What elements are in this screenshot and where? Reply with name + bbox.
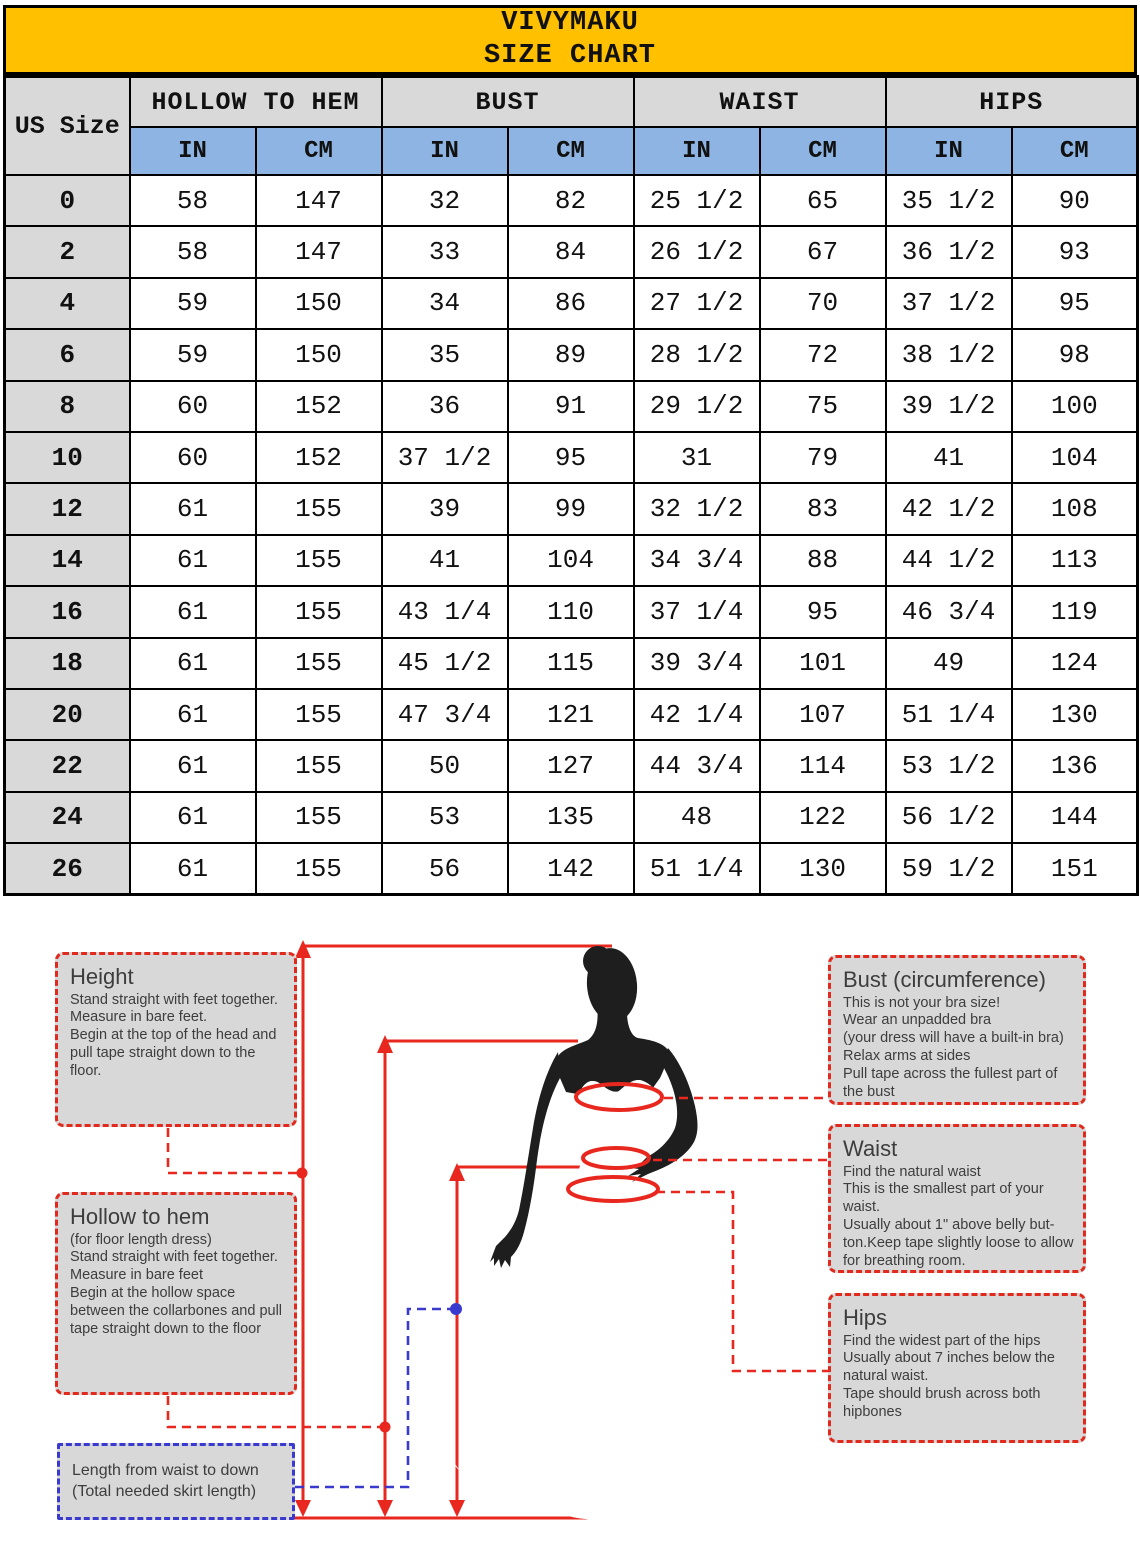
measurement-cell: 44 1/2 bbox=[886, 535, 1012, 586]
gown bbox=[436, 1080, 680, 1520]
guide-text-line: Usually about 1" above belly but-ton.Keep tape slightly loose to allow for breathing room. bbox=[843, 1217, 1074, 1270]
measurement-cell: 155 bbox=[256, 689, 382, 740]
measurement-cell: 89 bbox=[508, 329, 634, 380]
measurement-cell: 83 bbox=[760, 483, 886, 534]
table-row bbox=[5, 586, 1138, 637]
measurement-cell: 104 bbox=[508, 535, 634, 586]
measurement-cell: 152 bbox=[256, 381, 382, 432]
hips-box-title: Hips bbox=[843, 1305, 888, 1330]
measurement-cell: 67 bbox=[760, 226, 886, 277]
measurement-cell: 42 1/2 bbox=[886, 483, 1012, 534]
guide-text-line: Length from waist to down bbox=[72, 1461, 259, 1479]
measurement-cell: 147 bbox=[256, 175, 382, 226]
measurement-cell: 38 1/2 bbox=[886, 329, 1012, 380]
measurement-cell: 37 1/2 bbox=[382, 432, 508, 483]
measurement-cell: 26 1/2 bbox=[634, 226, 760, 277]
measurement-cell: 41 bbox=[886, 432, 1012, 483]
measurement-cell: 60 bbox=[130, 432, 256, 483]
measurement-cell: 31 bbox=[634, 432, 760, 483]
measurement-cell: 41 bbox=[382, 535, 508, 586]
guide-text-line: Tape should brush across both hipbones bbox=[843, 1386, 1041, 1421]
measurement-cell: 95 bbox=[1012, 278, 1138, 329]
brand-title: VIVYMAKU bbox=[501, 7, 639, 38]
measurement-cell: 108 bbox=[1012, 483, 1138, 534]
guide-text-line: Pull tape across the fullest part of the bust bbox=[843, 1066, 1058, 1101]
measurement-cell: 56 bbox=[382, 843, 508, 895]
measurement-cell: 93 bbox=[1012, 226, 1138, 277]
measurement-cell: 35 1/2 bbox=[886, 175, 1012, 226]
measurement-cell: 155 bbox=[256, 843, 382, 895]
table-row bbox=[5, 381, 1138, 432]
measurement-cell: 49 bbox=[886, 638, 1012, 689]
measurement-cell: 122 bbox=[760, 792, 886, 843]
size-label: 18 bbox=[5, 638, 130, 689]
group-header-row bbox=[5, 77, 1138, 128]
size-label: 22 bbox=[5, 740, 130, 791]
size-label: 20 bbox=[5, 689, 130, 740]
size-label: 0 bbox=[5, 175, 130, 226]
measurement-cell: 61 bbox=[130, 535, 256, 586]
guide-text-line: (Total needed skirt length) bbox=[72, 1482, 257, 1500]
measurement-cell: 151 bbox=[1012, 843, 1138, 895]
skirt-length-instruction-box bbox=[57, 1443, 295, 1520]
guide-text-line: Stand straight with feet together. bbox=[70, 991, 278, 1008]
size-label: 26 bbox=[5, 843, 130, 895]
measurement-cell: 104 bbox=[1012, 432, 1138, 483]
hollow-junction-dot bbox=[380, 1422, 391, 1433]
measurement-cell: 100 bbox=[1012, 381, 1138, 432]
measurement-cell: 48 bbox=[634, 792, 760, 843]
measurement-cell: 135 bbox=[508, 792, 634, 843]
measurement-cell: 37 1/4 bbox=[634, 586, 760, 637]
unit-header: CM bbox=[508, 127, 634, 175]
measurement-cell: 150 bbox=[256, 278, 382, 329]
guide-text-line: Measure in bare feet. bbox=[70, 1009, 208, 1026]
measurement-cell: 58 bbox=[130, 175, 256, 226]
measurement-cell: 121 bbox=[508, 689, 634, 740]
table-row bbox=[5, 329, 1138, 380]
measurement-cell: 98 bbox=[1012, 329, 1138, 380]
height-instruction-box bbox=[55, 952, 297, 1127]
size-label: 14 bbox=[5, 535, 130, 586]
measurement-cell: 50 bbox=[382, 740, 508, 791]
size-table-body bbox=[5, 175, 1138, 895]
guide-text-line: Wear an unpadded bra bbox=[843, 1012, 992, 1029]
measurement-cell: 61 bbox=[130, 792, 256, 843]
col-group-hips: HIPS bbox=[886, 77, 1138, 128]
size-label: 10 bbox=[5, 432, 130, 483]
measurement-cell: 61 bbox=[130, 740, 256, 791]
table-row bbox=[5, 226, 1138, 277]
measurement-cell: 51 1/4 bbox=[634, 843, 760, 895]
figure-silhouette bbox=[557, 946, 668, 1097]
measurement-cell: 155 bbox=[256, 740, 382, 791]
measurement-cell: 61 bbox=[130, 843, 256, 895]
measurement-cell: 25 1/2 bbox=[634, 175, 760, 226]
guide-text-line: Relax arms at sides bbox=[843, 1048, 971, 1065]
measurement-cell: 91 bbox=[508, 381, 634, 432]
measurement-cell: 136 bbox=[1012, 740, 1138, 791]
table-row bbox=[5, 638, 1138, 689]
size-label: 12 bbox=[5, 483, 130, 534]
table-row bbox=[5, 432, 1138, 483]
guide-text-line: This is not your bra size! bbox=[843, 994, 1001, 1011]
measurement-cell: 53 bbox=[382, 792, 508, 843]
measurement-cell: 90 bbox=[1012, 175, 1138, 226]
table-row bbox=[5, 843, 1138, 895]
col-group-hollow-to-hem: HOLLOW TO HEM bbox=[130, 77, 382, 128]
measurement-cell: 155 bbox=[256, 535, 382, 586]
measurement-cell: 84 bbox=[508, 226, 634, 277]
table-row bbox=[5, 483, 1138, 534]
measurement-cell: 39 1/2 bbox=[886, 381, 1012, 432]
size-label: 4 bbox=[5, 278, 130, 329]
measurement-cell: 147 bbox=[256, 226, 382, 277]
measurement-cell: 34 bbox=[382, 278, 508, 329]
size-label: 6 bbox=[5, 329, 130, 380]
unit-header: IN bbox=[130, 127, 256, 175]
measurement-cell: 34 3/4 bbox=[634, 535, 760, 586]
hips-instruction-box bbox=[828, 1293, 1086, 1443]
measurement-cell: 95 bbox=[508, 432, 634, 483]
unit-header: CM bbox=[1012, 127, 1138, 175]
measurement-cell: 59 bbox=[130, 278, 256, 329]
size-label: 24 bbox=[5, 792, 130, 843]
guide-text-line: Find the widest part of the hips bbox=[843, 1332, 1041, 1349]
measurement-cell: 70 bbox=[760, 278, 886, 329]
guide-text-line: Begin at the top of the head and pull tape straight down to the floor. bbox=[70, 1027, 277, 1080]
col-group-bust: BUST bbox=[382, 77, 634, 128]
measurement-cell: 65 bbox=[760, 175, 886, 226]
measurement-cell: 72 bbox=[760, 329, 886, 380]
measurement-cell: 82 bbox=[508, 175, 634, 226]
measurement-cell: 142 bbox=[508, 843, 634, 895]
unit-header: IN bbox=[634, 127, 760, 175]
measurement-cell: 86 bbox=[508, 278, 634, 329]
unit-header: CM bbox=[256, 127, 382, 175]
measurement-cell: 155 bbox=[256, 483, 382, 534]
bust-box-body bbox=[843, 995, 1075, 1103]
size-label: 8 bbox=[5, 381, 130, 432]
measurement-cell: 60 bbox=[130, 381, 256, 432]
bust-box-title: Bust (circumference) bbox=[843, 967, 1046, 992]
measurement-cell: 36 bbox=[382, 381, 508, 432]
measurement-cell: 144 bbox=[1012, 792, 1138, 843]
table-row bbox=[5, 278, 1138, 329]
measurement-cell: 155 bbox=[256, 638, 382, 689]
measurement-cell: 95 bbox=[760, 586, 886, 637]
guide-text-line: Find the natural waist bbox=[843, 1163, 981, 1180]
measurement-cell: 33 bbox=[382, 226, 508, 277]
measurement-cell: 56 1/2 bbox=[886, 792, 1012, 843]
table-row bbox=[5, 689, 1138, 740]
col-group-waist: WAIST bbox=[634, 77, 886, 128]
measurement-cell: 36 1/2 bbox=[886, 226, 1012, 277]
guide-text-line: (your dress will have a built-in bra) bbox=[843, 1030, 1064, 1047]
measurement-cell: 27 1/2 bbox=[634, 278, 760, 329]
table-row bbox=[5, 740, 1138, 791]
guide-text-line: This is the smallest part of your waist. bbox=[843, 1181, 1044, 1216]
measurement-cell: 152 bbox=[256, 432, 382, 483]
table-row bbox=[5, 175, 1138, 226]
chart-subtitle: SIZE CHART bbox=[483, 41, 657, 71]
guide-text-line: (for floor length dress) bbox=[70, 1231, 212, 1248]
measurement-cell: 37 1/2 bbox=[886, 278, 1012, 329]
measurement-cell: 53 1/2 bbox=[886, 740, 1012, 791]
height-junction-dot bbox=[297, 1168, 308, 1179]
measurement-cell: 58 bbox=[130, 226, 256, 277]
size-label: 16 bbox=[5, 586, 130, 637]
measurement-cell: 61 bbox=[130, 483, 256, 534]
measurement-cell: 101 bbox=[760, 638, 886, 689]
measurement-cell: 79 bbox=[760, 432, 886, 483]
measurement-cell: 130 bbox=[1012, 689, 1138, 740]
measurement-cell: 110 bbox=[508, 586, 634, 637]
measurement-cell: 44 3/4 bbox=[634, 740, 760, 791]
waist-instruction-box bbox=[828, 1124, 1086, 1273]
measurement-cell: 119 bbox=[1012, 586, 1138, 637]
chart-title-bar bbox=[3, 5, 1137, 75]
measurement-cell: 32 1/2 bbox=[634, 483, 760, 534]
us-size-header: US Size bbox=[5, 77, 130, 176]
measurement-cell: 107 bbox=[760, 689, 886, 740]
measurement-cell: 113 bbox=[1012, 535, 1138, 586]
measurement-cell: 75 bbox=[760, 381, 886, 432]
measurement-cell: 51 1/4 bbox=[886, 689, 1012, 740]
table-row bbox=[5, 535, 1138, 586]
measurement-cell: 150 bbox=[256, 329, 382, 380]
skirt-length-box-body bbox=[72, 1461, 284, 1503]
guide-text-line: Usually about 7 inches below the natural waist. bbox=[843, 1350, 1055, 1385]
height-box-title: Height bbox=[70, 964, 134, 989]
measurement-cell: 88 bbox=[760, 535, 886, 586]
guide-text-line: Begin at the hollow space between the collarbones and pull tape straight down to the floor bbox=[70, 1285, 283, 1338]
measurement-cell: 32 bbox=[382, 175, 508, 226]
table-row bbox=[5, 792, 1138, 843]
measurement-cell: 61 bbox=[130, 586, 256, 637]
measurement-cell: 127 bbox=[508, 740, 634, 791]
measurement-cell: 43 1/4 bbox=[382, 586, 508, 637]
measurement-cell: 124 bbox=[1012, 638, 1138, 689]
measurement-cell: 59 1/2 bbox=[886, 843, 1012, 895]
measurement-cell: 59 bbox=[130, 329, 256, 380]
measurement-cell: 61 bbox=[130, 689, 256, 740]
unit-header: CM bbox=[760, 127, 886, 175]
unit-row bbox=[5, 127, 1138, 175]
size-table bbox=[3, 75, 1139, 896]
measurement-cell: 115 bbox=[508, 638, 634, 689]
measurement-cell: 155 bbox=[256, 586, 382, 637]
hollow-box-body bbox=[70, 1232, 286, 1340]
measurement-guide bbox=[0, 930, 1140, 1548]
measurement-cell: 46 3/4 bbox=[886, 586, 1012, 637]
blue-dashed-connector bbox=[295, 1309, 451, 1487]
left-arm bbox=[490, 1052, 560, 1268]
unit-header: IN bbox=[382, 127, 508, 175]
measurement-cell: 114 bbox=[760, 740, 886, 791]
bust-instruction-box bbox=[828, 955, 1086, 1105]
measurement-cell: 29 1/2 bbox=[634, 381, 760, 432]
height-box-body bbox=[70, 992, 286, 1082]
measurement-cell: 35 bbox=[382, 329, 508, 380]
measurement-cell: 47 3/4 bbox=[382, 689, 508, 740]
measurement-cell: 28 1/2 bbox=[634, 329, 760, 380]
measurement-cell: 130 bbox=[760, 843, 886, 895]
measurement-cell: 61 bbox=[130, 638, 256, 689]
measurement-cell: 39 bbox=[382, 483, 508, 534]
measurement-cell: 99 bbox=[508, 483, 634, 534]
hips-box-body bbox=[843, 1333, 1075, 1423]
skirt-length-junction-dot bbox=[450, 1303, 462, 1315]
waist-box-body bbox=[843, 1164, 1075, 1272]
measurement-cell: 42 1/4 bbox=[634, 689, 760, 740]
hollow-to-hem-instruction-box bbox=[55, 1192, 297, 1395]
waist-box-title: Waist bbox=[843, 1136, 898, 1161]
guide-text-line: Stand straight with feet together. Measure in bare feet bbox=[70, 1249, 278, 1284]
unit-header: IN bbox=[886, 127, 1012, 175]
size-label: 2 bbox=[5, 226, 130, 277]
measurement-cell: 45 1/2 bbox=[382, 638, 508, 689]
measurement-cell: 155 bbox=[256, 792, 382, 843]
measurement-cell: 39 3/4 bbox=[634, 638, 760, 689]
hollow-box-title: Hollow to hem bbox=[70, 1204, 210, 1229]
